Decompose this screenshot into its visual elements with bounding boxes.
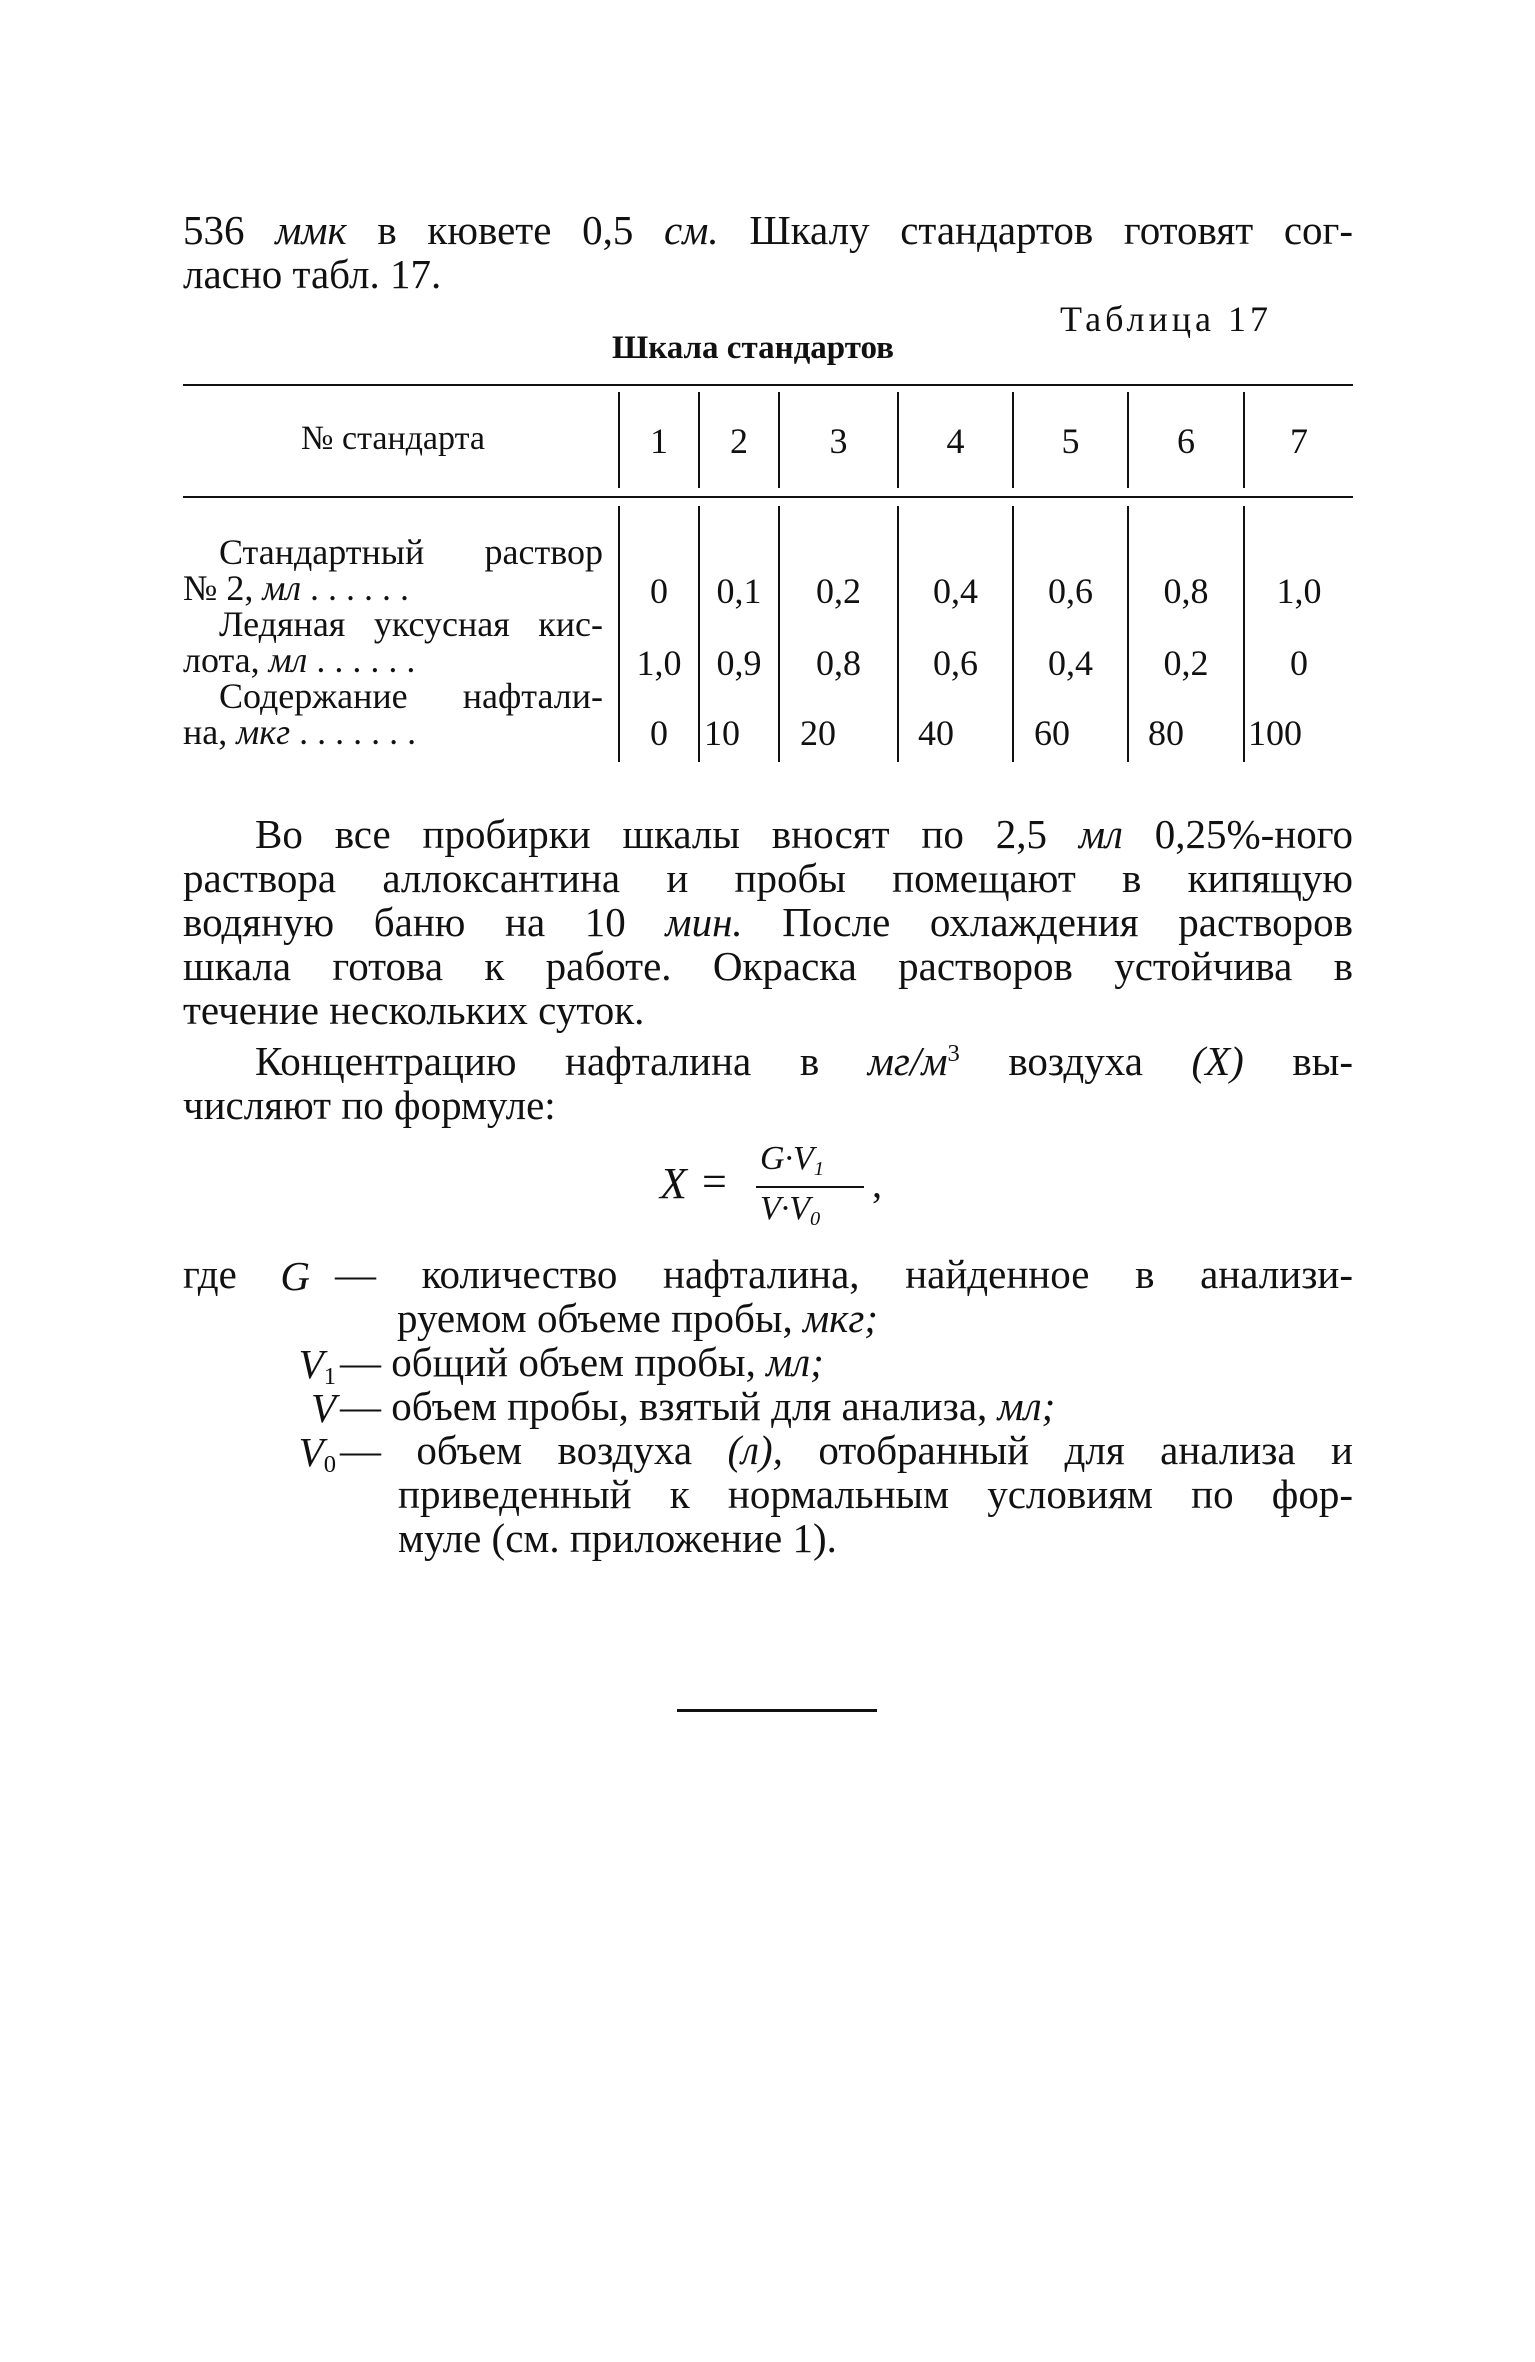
- table-header-rule: [183, 496, 1353, 498]
- table-header-label: № стандарта: [301, 420, 485, 457]
- definition-v0: — объем воздуха (л), отобранный для анализа и приведенный к нормальным условиям по фор- муле (см. приложение 1).: [340, 1427, 1353, 1561]
- table-cell: 60: [1034, 713, 1070, 753]
- table-cell: 0,8: [1163, 571, 1209, 611]
- table-cell: 1,0: [1276, 571, 1322, 611]
- table-row-head-acid: Ледяная уксусная кис- лота, мл . . . . . .: [183, 604, 603, 680]
- table-vline: [897, 506, 899, 762]
- table-row-head-content: Содержание нафтали- на, мкг . . . . . . .: [183, 676, 603, 752]
- symbol-v0: $V_0$: [298, 1429, 336, 1478]
- intro-paragraph: [183, 208, 1353, 296]
- table-cell: 0: [1290, 643, 1308, 683]
- table-vline: [698, 506, 700, 762]
- table-col-header: 2: [730, 421, 748, 461]
- table-row-head-solution: Стандартный раствор № 2, мл . . . . . .: [183, 532, 603, 608]
- table-title: Шкала стандартов: [612, 330, 894, 366]
- definition-g: — количество нафталина, найденное в анализи- руемом объеме пробы, мкг;: [335, 1251, 1353, 1341]
- table-cell: 0,4: [933, 571, 978, 611]
- table-cell: 0,2: [816, 571, 861, 611]
- table-vline: [1012, 506, 1014, 762]
- table-cell: 0,4: [1048, 643, 1093, 683]
- intro-line-2: ласно табл. 17.: [183, 251, 442, 297]
- concentration-formula: X = $G\cdot V_1$ $V\cdot V_0$ ,: [660, 1140, 882, 1230]
- table-cell: 0,6: [1048, 571, 1093, 611]
- table-cell: 0,2: [1163, 643, 1209, 683]
- calculation-paragraph: Концентрацию нафталина в $мг/м^3$ воздуха (X) вы- числяют по формуле:: [183, 1038, 1353, 1128]
- table-vline: [1127, 506, 1129, 762]
- table-col-header: 5: [1061, 421, 1080, 461]
- table-cell: 0,9: [716, 643, 762, 683]
- table-col-header: 7: [1290, 421, 1308, 461]
- table-cell: 1,0: [636, 643, 682, 683]
- table-cell: 80: [1148, 713, 1184, 753]
- table-cell: 0,8: [816, 643, 861, 683]
- symbol-v1: $V_1$: [298, 1341, 336, 1390]
- definition-v1: — общий объем пробы, мл;: [340, 1339, 824, 1385]
- table-top-rule: [183, 384, 1353, 386]
- table-col-header: 4: [946, 421, 965, 461]
- table-cell: 0: [650, 571, 668, 611]
- symbol-g: G: [280, 1253, 310, 1299]
- table-col-header: 6: [1177, 421, 1195, 461]
- table-cell: 0,6: [933, 643, 978, 683]
- table-vline: [778, 506, 780, 762]
- table-vline: [1243, 506, 1245, 762]
- table-col-header: 3: [829, 421, 848, 461]
- definition-v: — объем пробы, взятый для анализа, мл;: [340, 1383, 1056, 1429]
- fraction-bar: [756, 1186, 864, 1188]
- where-label: где: [183, 1251, 237, 1297]
- table-number-label: Таблица 17: [1060, 299, 1272, 339]
- table-cell: 40: [918, 713, 954, 753]
- table-cell: 100: [1248, 713, 1302, 753]
- table-cell: 0,1: [716, 571, 762, 611]
- table-cell: 10: [704, 713, 740, 753]
- table-cell: 20: [800, 713, 836, 753]
- symbol-v: V: [310, 1385, 336, 1431]
- section-end-rule: [677, 1709, 877, 1712]
- procedure-paragraph: Во все пробирки шкалы вносят по 2,5 мл 0,25%-ного раствора аллоксантина и пробы помещают в кипящую водяную баню на 10 мин. После охлаждения растворов шкала готова к работе. Окраска растворов устойчива в течение нескольких суток.: [183, 811, 1353, 1033]
- intro-line-1: 536 ммк в кювете 0,5 см. Шкалу стандартов готовят сог-: [183, 207, 1353, 253]
- table-cell: 0: [650, 713, 668, 753]
- table-col-header: 1: [650, 421, 668, 461]
